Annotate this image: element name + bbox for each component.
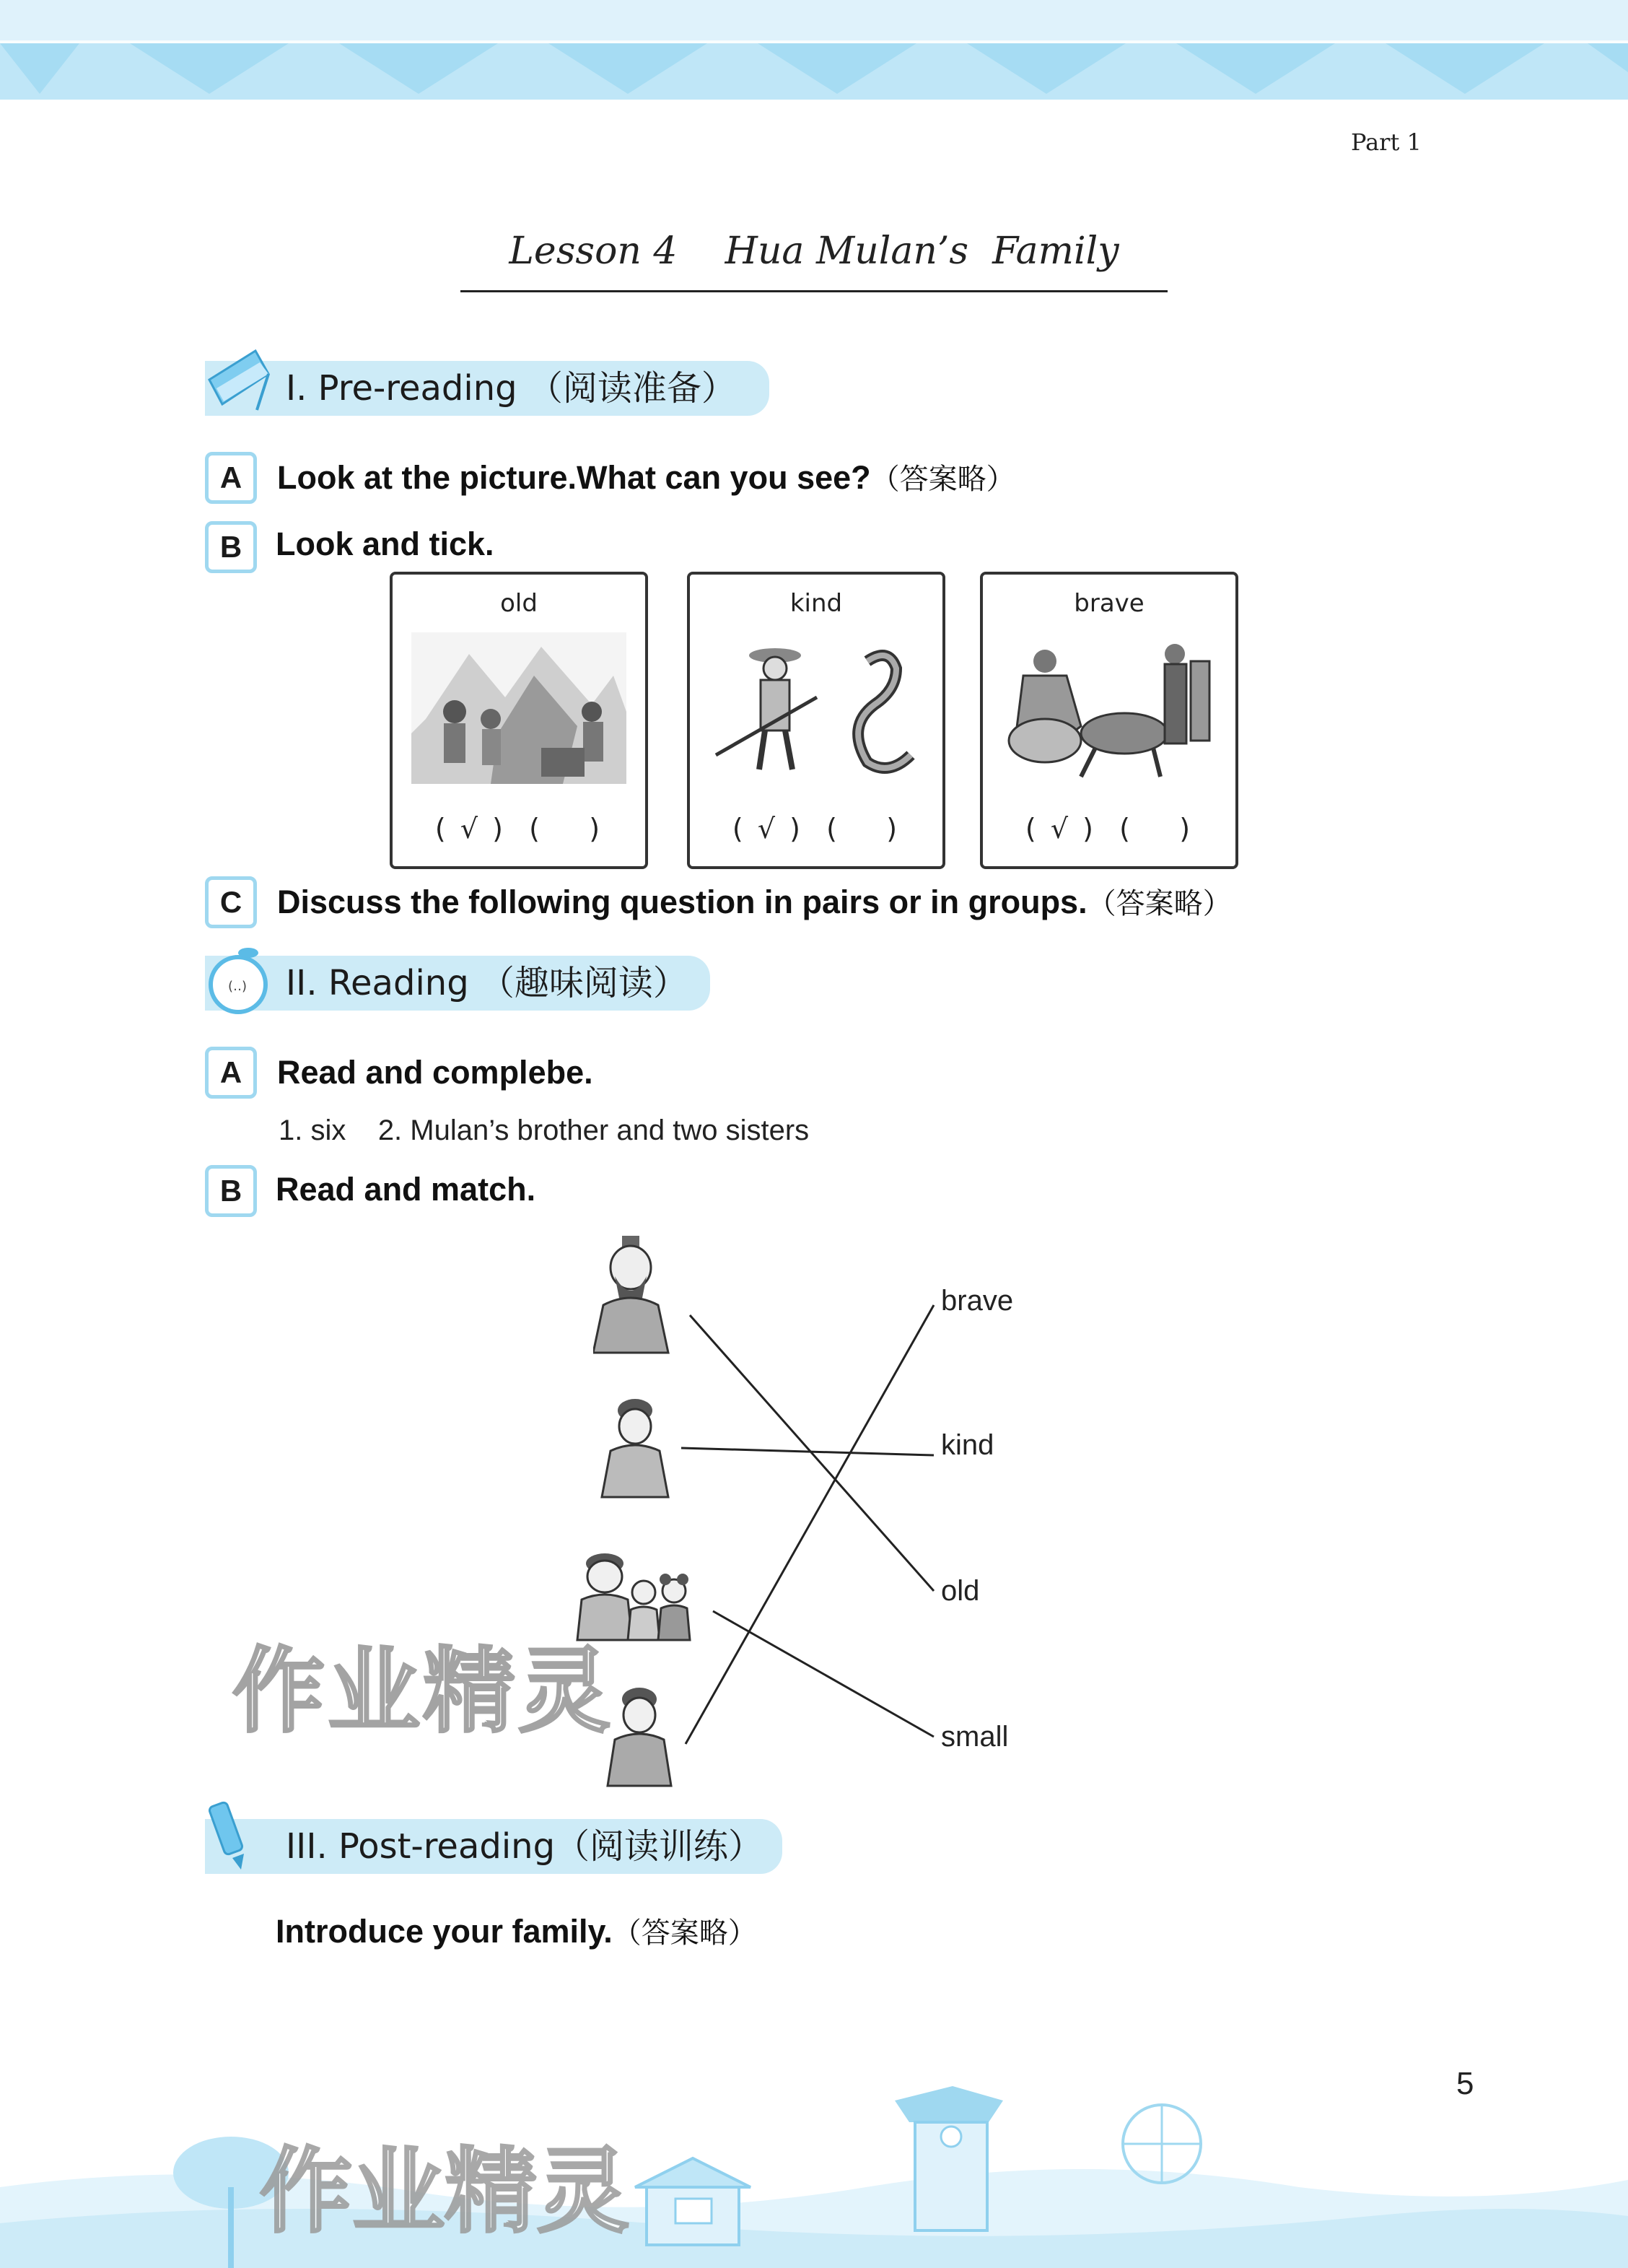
old-man-scene-illustration bbox=[411, 632, 626, 784]
bottom-town-decoration bbox=[0, 2079, 1628, 2268]
watermark: 作业精灵 bbox=[232, 1640, 614, 1743]
section-reading-title: II. Reading （趣味阅读） bbox=[286, 963, 688, 1003]
section-pre-reading-title: I. Pre-reading （阅读准备） bbox=[286, 368, 736, 409]
match-line-small bbox=[713, 1611, 934, 1737]
picture-card-kind bbox=[687, 572, 945, 869]
instruction-text: Introduce your family. bbox=[276, 1913, 613, 1950]
house-icon bbox=[635, 2158, 750, 2245]
book-icon bbox=[204, 345, 276, 417]
card-label: kind bbox=[789, 589, 843, 618]
ferris-wheel-icon bbox=[1123, 2105, 1201, 2183]
item-letter-badge: A bbox=[205, 452, 257, 504]
match-word-small: small bbox=[941, 1721, 1009, 1753]
instruction-text: Discuss the following question in pairs or in groups. bbox=[277, 884, 1087, 920]
title-underline bbox=[460, 290, 1168, 292]
answer-omitted-note: （答案略） bbox=[1087, 887, 1232, 920]
card-label: old bbox=[500, 589, 538, 618]
instruction-read-match: Read and match. bbox=[276, 1171, 536, 1208]
item-letter-badge: A bbox=[205, 1047, 257, 1099]
match-line-brave bbox=[686, 1305, 934, 1744]
match-line-kind bbox=[681, 1448, 934, 1455]
instruction-text: Look at the picture.What can you see? bbox=[277, 459, 871, 496]
old-father-figure bbox=[593, 1233, 680, 1354]
instruction-look-tick: Look and tick. bbox=[276, 525, 494, 562]
svg-text:(‥): (‥) bbox=[228, 979, 248, 994]
section-post-reading-title: III. Post-reading（阅读训练） bbox=[286, 1826, 763, 1867]
tick-answer: ( √ ) ( ) bbox=[1025, 813, 1194, 845]
tick-answer: ( √ ) ( ) bbox=[732, 813, 901, 845]
instruction-introduce-family bbox=[276, 1910, 757, 1951]
tick-answer: ( √ ) ( ) bbox=[434, 813, 603, 845]
match-word-kind: kind bbox=[941, 1429, 994, 1461]
answer-omitted-note: （答案略） bbox=[612, 1916, 757, 1950]
picture-card-brave bbox=[980, 572, 1238, 869]
instruction-look-picture bbox=[277, 456, 1015, 497]
top-banner bbox=[0, 0, 1628, 100]
part-label: Part 1 bbox=[1351, 128, 1422, 156]
mother-figure bbox=[600, 1392, 673, 1499]
card-label: brave bbox=[1074, 589, 1145, 618]
watermark-bottom: 作业精灵 bbox=[260, 2140, 630, 2243]
instruction-read-complete: Read and complebe. bbox=[277, 1054, 593, 1091]
match-word-old: old bbox=[941, 1575, 980, 1607]
answer-omitted-note: （答案略） bbox=[870, 463, 1015, 496]
farmer-snake-illustration bbox=[709, 632, 924, 784]
mulan-figure bbox=[606, 1682, 678, 1787]
match-line-old bbox=[690, 1315, 934, 1591]
diamond-pattern-decoration bbox=[0, 0, 1628, 100]
match-word-brave: brave bbox=[941, 1285, 1014, 1317]
item-letter-badge: B bbox=[205, 521, 257, 573]
instruction-discuss bbox=[277, 881, 1232, 922]
lesson-title: Lesson 4 Hua Mulan’s Family bbox=[509, 230, 1119, 273]
warrior-tiger-illustration bbox=[1002, 632, 1217, 784]
page-number: 5 bbox=[1456, 2066, 1474, 2101]
picture-card-old bbox=[390, 572, 648, 869]
item-letter-badge: B bbox=[205, 1165, 257, 1217]
apple-icon bbox=[206, 943, 271, 1015]
item-letter-badge: C bbox=[205, 876, 257, 928]
answer-line: 1. six 2. Mulan’s brother and two sisters bbox=[279, 1115, 810, 1146]
pencil-icon bbox=[204, 1796, 276, 1875]
